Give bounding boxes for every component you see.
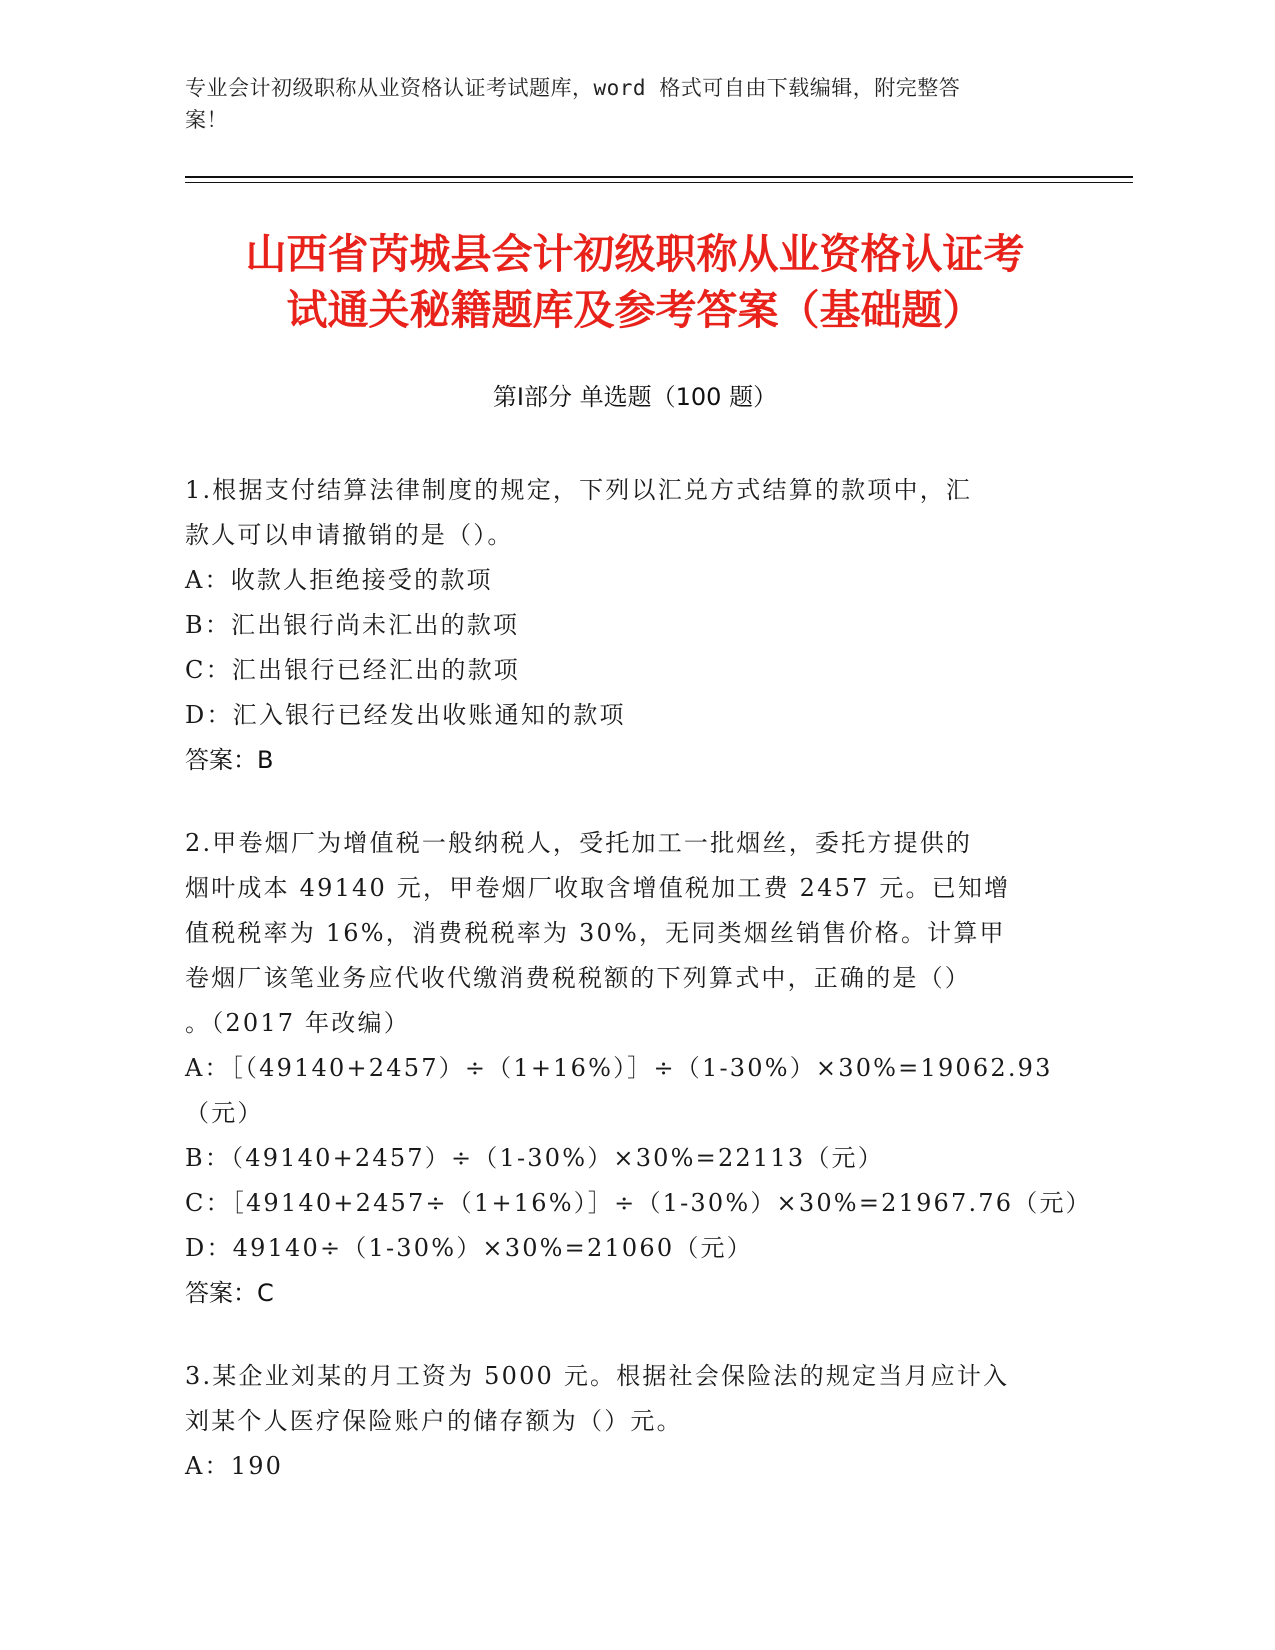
option-b: B：（49140+2457）÷（1-30%）×30%=22113（元） xyxy=(185,1144,884,1172)
header-divider-thick xyxy=(185,176,1133,178)
option-d: D：汇入银行已经发出收账通知的款项 xyxy=(185,701,626,729)
option-a: A：190 xyxy=(185,1452,284,1480)
document-title-line: 山西省芮城县会计初级职称从业资格认证考 xyxy=(245,230,1025,278)
question-text: 卷烟厂该笔业务应代收代缴消费税税额的下列算式中，正确的是（） xyxy=(185,964,971,992)
question-text: 2.甲卷烟厂为增值税一般纳税人，受托加工一批烟丝，委托方提供的 xyxy=(185,829,973,857)
question-list xyxy=(185,468,1092,1527)
question-text: 1.根据支付结算法律制度的规定，下列以汇兑方式结算的款项中，汇 xyxy=(185,476,973,504)
answer: 答案：B xyxy=(185,746,274,774)
header-divider-thin xyxy=(185,182,1133,183)
question-text: 刘某个人医疗保险账户的储存额为（）元。 xyxy=(185,1407,683,1435)
question-text: 。（2017 年改编） xyxy=(185,1009,410,1037)
section-title: 第Ⅰ部分 单选题（100 题） xyxy=(492,383,778,411)
option-c: C：［49140+2457÷（1+16%）］÷（1-30%）×30%=21967.76（元） xyxy=(185,1189,1092,1217)
option-b: B：汇出银行尚未汇出的款项 xyxy=(185,611,520,639)
header-note-line: 案！ xyxy=(185,108,228,132)
question-text: 烟叶成本 49140 元，甲卷烟厂收取含增值税加工费 2457 元。已知增 xyxy=(185,874,1011,902)
question-1 xyxy=(185,468,1085,783)
option-c: C：汇出银行已经汇出的款项 xyxy=(185,656,520,684)
question-text: 款人可以申请撤销的是（）。 xyxy=(185,521,514,549)
document-title xyxy=(185,226,1085,338)
option-a: A：收款人拒绝接受的款项 xyxy=(185,566,493,594)
option-a: A：［（49140+2457）÷（1+16%）］÷（1-30%）×30%=19062.93（元） xyxy=(185,1054,1053,1127)
header-note xyxy=(185,72,1085,136)
question-text: 3.某企业刘某的月工资为 5000 元。根据社会保险法的规定当月应计入 xyxy=(185,1362,1010,1390)
header-note-line: 专业会计初级职称从业资格认证考试题库，word 格式可自由下载编辑，附完整答 xyxy=(185,76,961,100)
option-d: D：49140÷（1-30%）×30%=21060（元） xyxy=(185,1234,753,1262)
question-3 xyxy=(185,1354,1085,1489)
answer: 答案：C xyxy=(185,1279,274,1307)
document-title-line: 试通关秘籍题库及参考答案（基础题） xyxy=(286,286,984,334)
question-2 xyxy=(185,821,1092,1316)
question-text: 值税税率为 16%，消费税税率为 30%，无同类烟丝销售价格。计算甲 xyxy=(185,919,1006,947)
